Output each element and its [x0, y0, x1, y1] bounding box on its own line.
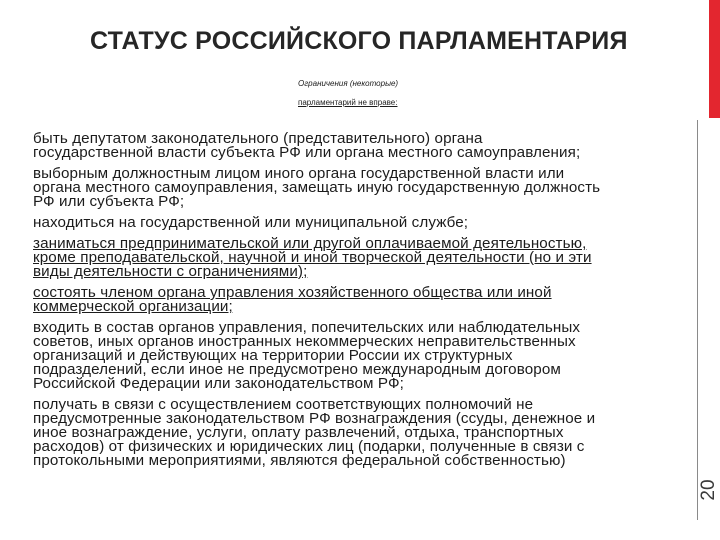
slide-title: СТАТУС РОССИЙСКОГО ПАРЛАМЕНТАРИЯ: [90, 27, 628, 55]
red-accent-bar: [709, 0, 720, 118]
slide-subtitle: [298, 74, 498, 112]
restriction-item-4: заниматься предпринимательской или другой оплачиваемой деятельностью, кроме преподавательской, научной и иной творческой деятельности (но и эти виды деятельности с ограничениями);: [33, 235, 592, 280]
restriction-item-2: выборным должностным лицом иного органа государственной власти или органа местного самоуправления, замещать иную государственную должность РФ или субъекта РФ;: [33, 165, 601, 210]
restriction-item-6: входить в состав органов управления, попечительских или наблюдательных советов, иных органов иностранных некоммерческих неправительственных организаций и действующих на территории России их структурных подразделений, если иное не предусмотрено международным договором Российской Федерации или законодательством РФ;: [33, 319, 581, 392]
page-number: 20: [698, 479, 719, 501]
restriction-item-7: получать в связи с осуществлением соответствующих полномочий не предусмотренные законодательством РФ вознаграждения (ссуды, денежное и иное вознаграждение, услуги, оплату развлечений, отдыха, транспортных расходов) от физических и юридических лиц (подарки, полученные в связи с протокольными мероприятиями, являются федеральной собственностью): [33, 396, 596, 469]
restrictions-list: [33, 132, 709, 475]
subtitle-line-2: парламентарий не вправе:: [298, 98, 398, 107]
restriction-item-5: состоять членом органа управления хозяйственного общества или иной коммерческой организации;: [33, 284, 552, 315]
subtitle-line-1: Ограничения (некоторые): [298, 79, 399, 88]
restriction-item-1: быть депутатом законодательного (представительного) органа государственной власти субъекта РФ или органа местного самоуправления;: [33, 130, 581, 161]
restriction-item-3: находиться на государственной или муниципальной службе;: [33, 214, 469, 231]
